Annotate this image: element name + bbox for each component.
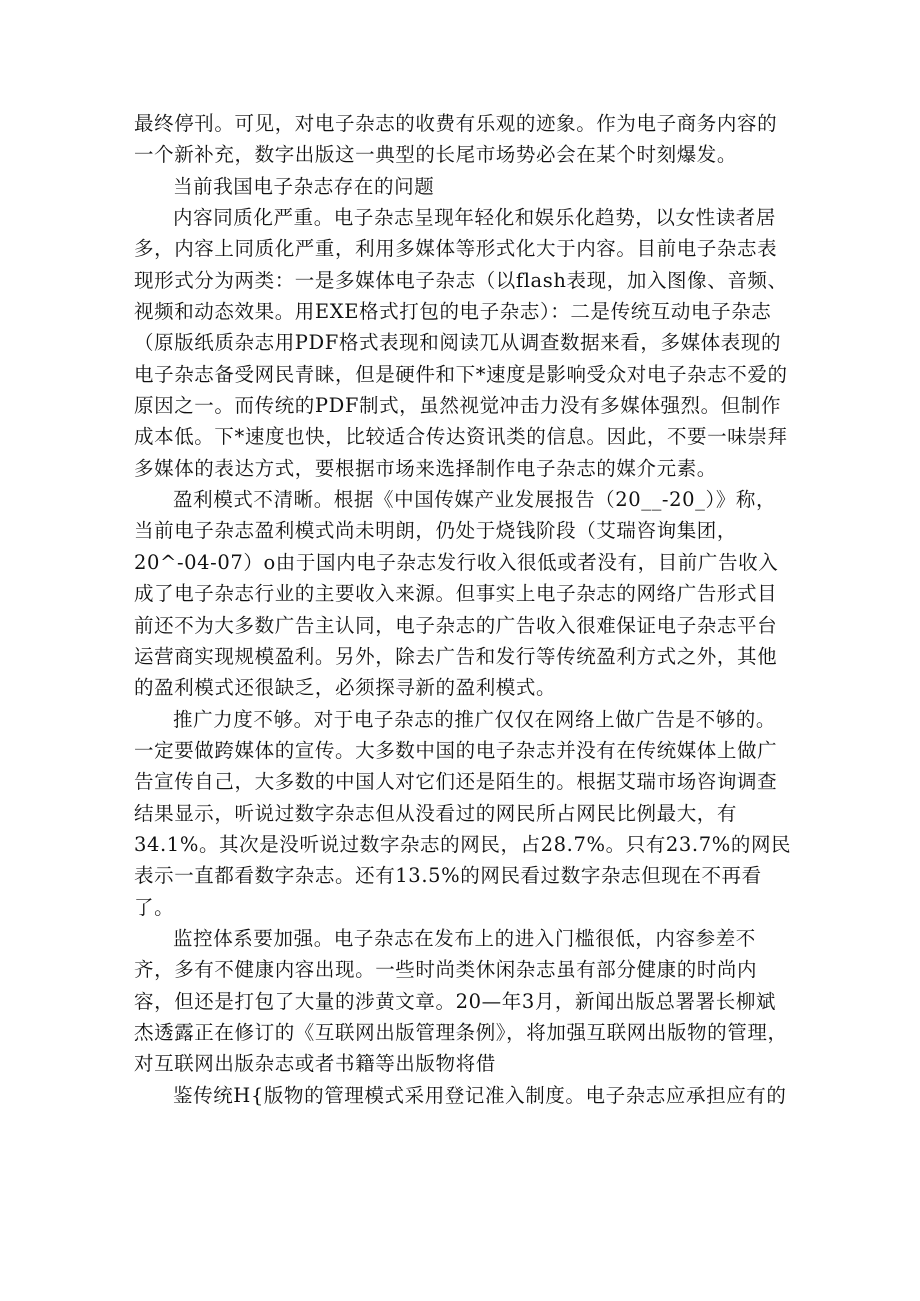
- paragraph-registration: 鉴传统H{版物的管理模式采用登记准入制度。电子杂志应承担应有的: [173, 1083, 787, 1107]
- section-heading: 当前我国电子杂志存在的问题: [173, 174, 435, 198]
- paragraph-content-homogeneity: 内容同质化严重。电子杂志呈现年轻化和娱乐化趋势，以女性读者居多，内容上同质化严重，利用多媒体等形式化大于内容。目前电子杂志表现形式分为两类：一是多媒体电子杂志（以flash表现，加入图像、音频、视频和动态效果。用EXE格式打包的电子杂志）：二是传统互动电子杂志（原版纸质杂志用PDF格式表现和阅读兀从调查数据来看，多媒体表现的电子杂志备受网民青睐，但是硬件和下*速度是影响受众对电子杂志不爱的原因之一。而传统的PDF制式，虽然视觉冲击力没有多媒体强烈。但制作成本低。下*速度也快，比较适合传达资讯类的信息。因此，不要一味崇拜多媒体的表达方式，要根据市场来选择制作电子杂志的媒介元素。: [134, 206, 788, 480]
- paragraph-continuation: 最终停刊。可见，对电子杂志的收费有乐观的迹象。作为电子商务内容的一个新补充，数字出版这一典型的长尾市场势必会在某个时刻爆发。: [134, 112, 778, 167]
- document-body: [134, 108, 794, 1111]
- paragraph-profit-model: 盈利模式不清晰。根据《中国传媒产业发展报告（20__-20_）》称，当前电子杂志盈利模式尚未明朗，仍处于烧钱阶段（艾瑞咨询集团，20^-04-07）o由于国内电子杂志发行收入很低或者没有，目前广告收入成了电子杂志行业的主要收入来源。但事实上电子杂志的网络广告形式目前还不为大多数广告主认同，电子杂志的广告收入很难保证电子杂志平台运营商实现规模盈利。另外，除去广告和发行等传统盈利方式之外，其他的盈利模式还很缺乏，必须探寻新的盈利模式。: [134, 488, 779, 700]
- paragraph-monitoring: 监控体系要加强。电子杂志在发布上的进入门槛很低，内容参差不齐，多有不健康内容出现。一些时尚类休闲杂志虽有部分健康的时尚内容，但还是打包了大量的涉黄文章。20—年3月，新闻出版总署署长柳斌杰透露正在修订的《互联网出版管理条例》，将加强互联网出版物的管理，对互联网出版杂志或者书籍等出版物将借: [134, 926, 788, 1076]
- paragraph-promotion: 推广力度不够。对于电子杂志的推广仅仅在网络上做广告是不够的。一定要做跨媒体的宣传。大多数中国的电子杂志并没有在传统媒体上做广告宣传自己，大多数的中国人对它们还是陌生的。根据艾瑞市场咨询调查结果显示，听说过数字杂志但从没看过的网民所占网民比例最大，有34.1%。其次是没听说过数字杂志的网民，占28.7%。只有23.7%的网民表示一直都看数字杂志。还有13.5%的网民看过数字杂志但现在不再看了。: [134, 707, 792, 919]
